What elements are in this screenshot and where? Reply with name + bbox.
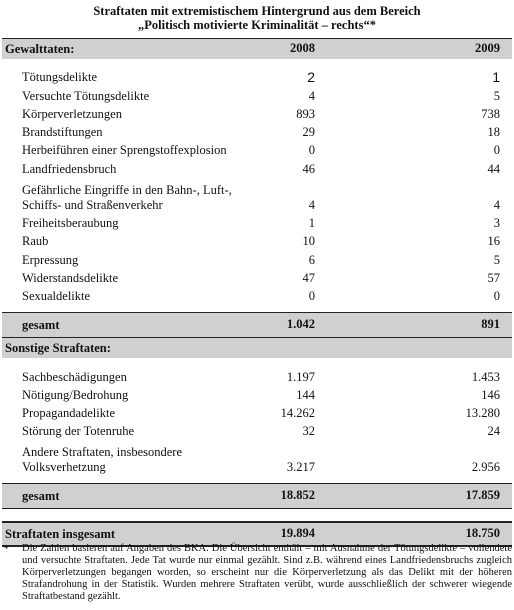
row-label: Raub (22, 234, 49, 249)
statistics-table (2, 38, 512, 547)
row-label (2, 445, 182, 475)
table-row (2, 249, 512, 267)
value-2009: 18 (487, 125, 500, 140)
violent-header-label: Gewalttaten: (5, 41, 75, 56)
value-2009: 16 (487, 234, 500, 249)
value-2009: 0 (493, 289, 500, 304)
table-row (2, 140, 512, 158)
row-label (2, 183, 232, 213)
value-2009: 1 (492, 69, 500, 86)
violent-total-row (2, 312, 512, 338)
table-row (2, 85, 512, 103)
table-row (2, 366, 512, 384)
column-header-2008: 2008 (290, 41, 315, 55)
table-row (2, 286, 512, 304)
row-label-line-2: Schiffs- und Straßenverkehr (22, 197, 163, 212)
table-row (2, 231, 512, 249)
value-2008: 10 (302, 234, 315, 249)
row-label: Nötigung/Bedrohung (22, 387, 129, 402)
value-2008: 0 (308, 143, 315, 158)
value-2008: 893 (296, 106, 315, 121)
violent-header-row (2, 39, 512, 59)
value-2008: 2 (307, 69, 315, 86)
row-label: Erpressung (22, 252, 79, 267)
row-label: Körperverletzungen (22, 106, 122, 121)
value-2009: 0 (493, 143, 500, 158)
total-2009: 17.859 (465, 488, 500, 503)
row-label: Freiheitsberaubung (22, 216, 119, 231)
table-row (2, 67, 512, 85)
row-label: Brandstiftungen (22, 125, 103, 140)
row-label: Widerstandsdelikte (22, 270, 118, 285)
footnote-marker: * (4, 544, 9, 554)
value-2008: 6 (308, 252, 315, 267)
value-2009: 146 (481, 387, 500, 402)
value-2008: 32 (302, 424, 315, 439)
total-2009: 891 (481, 317, 500, 332)
other-header-label: Sonstige Straftaten: (5, 340, 111, 355)
value-2009: 1.453 (471, 369, 500, 384)
value-2009: 3 (493, 216, 500, 231)
table-row (2, 385, 512, 403)
title-line-2: „Politisch motivierte Kriminalität – rechts“* (138, 18, 376, 32)
row-label-line-1: Andere Straftaten, insbesondere (22, 445, 183, 460)
row-label: Landfriedensbruch (22, 161, 117, 176)
value-2009: 2.956 (471, 460, 500, 475)
row-label-line-2: Volksverhetzung (22, 460, 106, 475)
table-row (2, 421, 512, 439)
value-2009: 44 (487, 161, 500, 176)
other-total-row (2, 483, 512, 509)
other-header-row (2, 338, 512, 358)
grand-total-label: Straftaten insgesamt (5, 526, 116, 541)
total-label: gesamt (22, 317, 60, 332)
grand-total-2009: 18.750 (465, 526, 500, 541)
row-label: Sexualdelikte (22, 289, 91, 304)
table-row (2, 177, 512, 213)
table-row (2, 268, 512, 286)
value-2009: 5 (493, 252, 500, 267)
value-2008: 1.197 (286, 369, 315, 384)
footnote-text: Die Zahlen basieren auf Angaben des BKA. Die Übersicht enthält – mit Ausnahme der Tötungsdelikte – vollendete und versuchte Straftaten. Jede Tat wurde nur einmal gezählt. Sind z.B. während eines Landfriedensbruchs zugleich Körperverletzungen begangen worden, so erscheint nur die Körperverletzung als das Delikt mit der höheren Strafandrohung in der Statistik. Wurden mehrere Straftaten verübt, wurde ausschließlich der schwerer wiegende Straftatbestand gezählt. (22, 543, 512, 602)
title-line-1: Straftaten mit extremistischem Hintergrund aus dem Bereich (93, 4, 421, 18)
value-2008: 47 (302, 270, 315, 285)
value-2009: 24 (487, 424, 500, 439)
value-2008: 3.217 (286, 460, 315, 475)
table-row (2, 158, 512, 176)
row-label-line-1: Gefährliche Eingriffe in den Bahn-, Luft-, (22, 182, 232, 197)
value-2008: 1 (308, 216, 315, 231)
table-title (0, 4, 514, 32)
value-2008: 4 (308, 88, 315, 103)
table-row (2, 213, 512, 231)
value-2008: 4 (308, 197, 315, 212)
value-2008: 0 (308, 289, 315, 304)
value-2009: 4 (493, 197, 500, 212)
table-row (2, 403, 512, 421)
row-label: Sachbeschädigungen (22, 369, 127, 384)
value-2008: 144 (296, 387, 315, 402)
value-2008: 29 (302, 125, 315, 140)
row-label: Propagandadelikte (22, 406, 116, 421)
table-row (2, 104, 512, 122)
total-2008: 18.852 (280, 488, 315, 503)
table-row (2, 439, 512, 475)
row-label: Störung der Totenruhe (22, 424, 135, 439)
value-2008: 46 (302, 161, 315, 176)
value-2009: 5 (493, 88, 500, 103)
value-2009: 738 (481, 106, 500, 121)
value-2009: 13.280 (465, 406, 500, 421)
table-row (2, 122, 512, 140)
footnote (2, 543, 512, 603)
total-2008: 1.042 (286, 317, 315, 332)
grand-total-2008: 19.894 (280, 526, 315, 541)
value-2009: 57 (487, 270, 500, 285)
row-label: Herbeiführen einer Sprengstoffexplosion (22, 143, 227, 158)
row-label: Tötungsdelikte (22, 70, 97, 85)
value-2008: 14.262 (280, 406, 315, 421)
column-header-2009: 2009 (475, 41, 500, 55)
row-label: Versuchte Tötungsdelikte (22, 88, 150, 103)
total-label: gesamt (22, 488, 60, 503)
